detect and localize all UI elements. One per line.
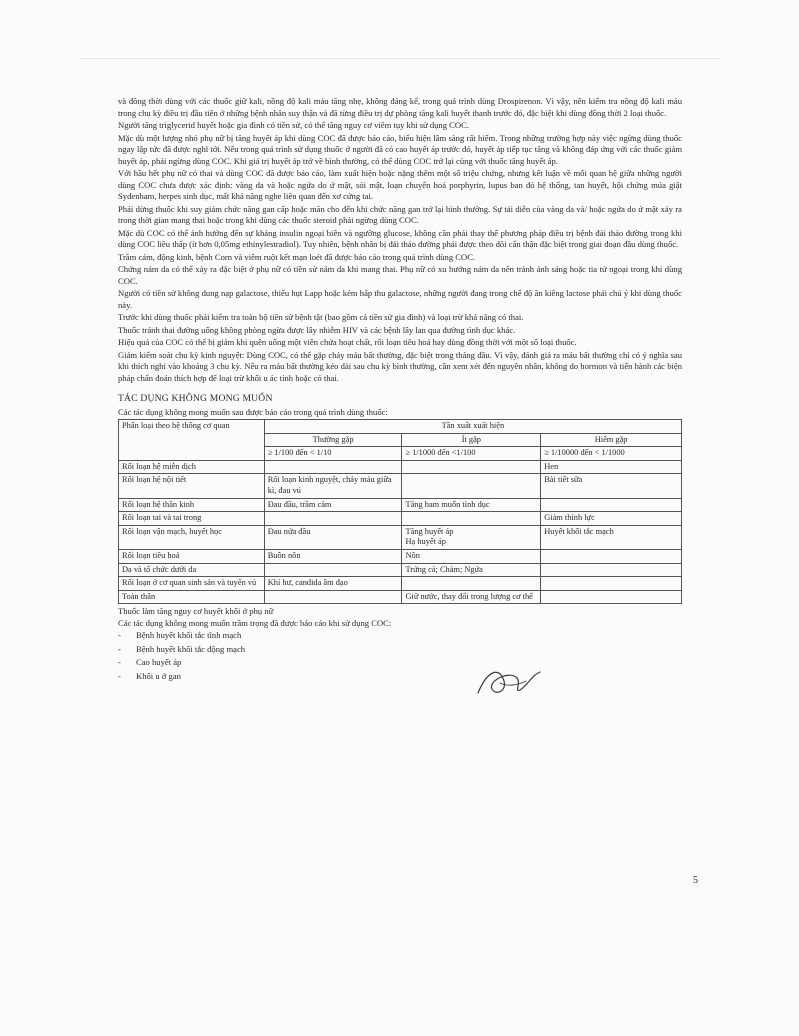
cell-rare — [541, 577, 682, 591]
table-row — [119, 590, 682, 604]
cell-uncommon: Tăng ham muốn tình dục — [402, 498, 541, 512]
cell-rare — [541, 563, 682, 577]
cell-uncommon: Trứng cá; Chàm; Ngứa — [402, 563, 541, 577]
cell-rare: Bài tiết sữa — [541, 474, 682, 498]
paragraph-pregnancy-symptoms: Với hầu hết phụ nữ có thai và dùng COC đã được báo cáo, làm xuất hiện hoặc nặng thêm một số triệu chứng, nhưng kết luận về mối quan hệ giữa những người dùng COC chưa được xác định: vàng da và hoặc ngứa do ứ mật, sỏi mật, loạn chuyển hoá porphyrin, lupus ban đỏ hệ thống, tan huyết, hội chứng múa giật Sydenham, herpes sinh dục, mất khả năng nghe liên quan đến xơ cứng tai. — [118, 168, 682, 201]
bullet-dash: - — [118, 630, 121, 641]
cell-common — [264, 512, 402, 526]
serious-effects-intro: Các tác dụng không mong muốn trầm trọng đã được báo cáo khi sử dụng COC: — [118, 617, 392, 628]
list-item — [118, 657, 682, 669]
table-header-row — [119, 420, 682, 434]
bullet-dash: - — [118, 643, 121, 654]
cell-system: Rối loạn ở cơ quan sinh sản và tuyến vú — [119, 577, 265, 591]
list-item-text: Bệnh huyết khối tắc tĩnh mạch — [136, 630, 242, 641]
cell-system: Rối loạn tiêu hoá — [119, 549, 265, 563]
list-item — [118, 630, 682, 642]
page-number: 5 — [693, 875, 698, 886]
subheader-uncommon: Ít gặp — [402, 433, 541, 447]
list-item — [118, 644, 682, 656]
range-common: ≥ 1/100 đến < 1/10 — [264, 447, 402, 461]
cell-system: Rối loạn hệ miễn dịch — [119, 460, 265, 474]
subheader-common: Thường gặp — [264, 433, 402, 447]
paragraph-cycle-control: Giảm kiểm soát chu kỳ kinh nguyệt: Dùng COC, có thể gặp chảy máu bất thường, đặc biệt trong tháng đầu. Vì vậy, đánh giá ra máu bất thường chỉ có ý nghĩa sau khi thích nghi vào khoảng 3 chu kỳ. Nếu ra máu bất thường kéo dài sau chu kỳ bình thường, cần xem xét đến nguyên nhân, không do hormon và tiến hành các biện pháp chẩn đoán thích hợp để loại trừ khối u ác tính hoặc có thai. — [118, 349, 682, 383]
paragraph-hiv: Thuốc tránh thai đường uống không phòng ngừa được lây nhiễm HIV và các bệnh lây lan qua đường tình dục khác. — [118, 324, 516, 335]
thrombosis-note: Thuốc làm tăng nguy cơ huyết khối ở phụ nữ — [118, 606, 274, 617]
cell-common: Rối loạn kinh nguyệt, chảy máu giữa kì, đau vú — [264, 474, 402, 498]
cell-rare: Hen — [541, 460, 682, 474]
handwritten-signature — [474, 663, 546, 699]
table-row — [119, 563, 682, 577]
list-item — [118, 671, 682, 683]
paragraph-history-check: Trước khi dùng thuốc phải kiểm tra toàn bộ tiền sử bệnh tật (bao gồm cả tiền sử gia đình) và loại trừ khả năng có thai. — [118, 312, 524, 322]
cell-system: Rối loạn hệ thần kinh — [119, 498, 265, 512]
cell-common: Khí hư, candida âm đạo — [264, 577, 402, 591]
range-rare: ≥ 1/10000 đến < 1/1000 — [541, 447, 682, 461]
table-row — [119, 577, 682, 591]
cell-system: Rối loạn hệ nội tiết — [119, 474, 265, 498]
cell-rare — [541, 549, 682, 563]
cell-uncommon — [402, 460, 541, 474]
cell-uncommon — [402, 577, 541, 591]
table-row — [119, 549, 682, 563]
list-item-text: Bệnh huyết khối tắc động mạch — [136, 643, 246, 654]
document-page — [118, 96, 682, 684]
cell-common: Buồn nôn — [264, 549, 402, 563]
cell-system: Rối loạn vận mạch, huyết học — [119, 525, 265, 549]
paragraph-insulin: Mặc dù COC có thể ảnh hưởng đến sự kháng insulin ngoại biên và ngưỡng glucose, không cần phải thay thế phương pháp điều trị bệnh đái tháo đường trong khi dùng COC liều thấp (ít hơn 0,05mg ethinylestradiol). Tuy nhiên, bệnh nhân bị đái tháo đường phải được theo dõi cẩn thận đặc biệt trong giai đoạn đầu dùng thuốc. — [118, 227, 682, 249]
cell-system: Da và tổ chức dưới da — [119, 563, 265, 577]
cell-rare: Huyết khối tắc mạch — [541, 525, 682, 549]
cell-common — [264, 460, 402, 474]
cell-uncommon — [402, 474, 541, 498]
adverse-effects-table — [118, 419, 682, 604]
bullet-dash: - — [118, 670, 121, 681]
header-system: Phân loại theo hệ thống cơ quan — [119, 420, 265, 461]
table-row — [119, 512, 682, 526]
cell-rare — [541, 590, 682, 604]
paragraph-depression: Trầm cảm, động kinh, bệnh Corn và viêm ruột kết mạn loét đã được báo cáo trong quá trình dùng COC. — [118, 251, 476, 262]
cell-common: Đau nửa đầu — [264, 525, 402, 549]
cell-common: Đau đầu, trầm cảm — [264, 498, 402, 512]
table-row — [119, 525, 682, 549]
section-heading: TÁC DỤNG KHÔNG MONG MUỐN — [118, 393, 273, 404]
table-row — [119, 460, 682, 474]
cell-rare: Giảm thính lực — [541, 512, 682, 526]
paragraph-hypertension: Mặc dù một lượng nhỏ phụ nữ bị tăng huyết áp khi dùng COC đã được báo cáo, biểu hiện lâm sàng rất hiếm. Trong những trường hợp này việc ngừng dùng thuốc ngay lập tức đã được nghĩ tới. Nếu trong quá trình sử dụng thuốc ở người đã có cao huyết áp trước đó, huyết áp tiếp tục tăng và không đáp ứng với các thuốc giảm huyết áp, phải ngừng dùng COC. Khi giá trị huyết áp trở về bình thường, có thể dùng COC trở lại cùng với thuốc tăng huyết áp. — [118, 132, 682, 166]
cell-uncommon — [402, 512, 541, 526]
paragraph-triglycerid: Người tăng triglycerid huyết hoặc gia đình có tiền sử, có thể tăng nguy cơ viêm tụy khi sử dụng COC. — [118, 120, 469, 130]
list-item-text: Khối u ở gan — [136, 670, 181, 681]
cell-uncommon: Tăng huyết áp Hạ huyết áp — [402, 525, 541, 549]
header-frequency: Tần xuất xuất hiện — [264, 420, 681, 434]
paragraph-galactose: Người có tiền sử không dung nạp galactose, thiếu hụt Lapp hoặc kém hấp thu galactose, những người đang trong chế độ ăn kiêng lactose phải chú ý khi dùng thuốc này. — [118, 288, 682, 310]
bullet-dash: - — [118, 657, 121, 668]
table-row — [119, 498, 682, 512]
range-uncommon: ≥ 1/1000 đến <1/100 — [402, 447, 541, 461]
section-intro: Các tác dụng không mong muốn sau được báo cáo trong quá trình dùng thuốc: — [118, 406, 388, 417]
cell-common — [264, 563, 402, 577]
paragraph-kali: và đồng thời dùng với các thuốc giữ kali, nồng độ kali máu tăng nhẹ, không đáng kể, trong quá trình dùng Drospirenon. Vì vậy, nên kiểm tra nồng độ kali máu trong chu kỳ điều trị đầu tiên ở những bệnh nhân suy thận và đã từng điều trị dự phòng tăng kali huyết thanh trước đó, đặc biệt khi dùng đồng thời 2 loại thuốc. — [118, 96, 682, 118]
cell-common — [264, 590, 402, 604]
paragraph-chloasma: Chứng nám da có thể xảy ra đặc biệt ở phụ nữ có tiền sử nám da khi mang thai. Phụ nữ có xu hướng nám da nên tránh ánh sáng hoặc tia tử ngoại trong khi dùng COC. — [118, 264, 682, 286]
table-row — [119, 474, 682, 498]
paragraph-liver: Phải dừng thuốc khi suy giảm chức năng gan cấp hoặc mãn cho đến khi chức năng gan trở lại bình thường. Sự tái diễn của vàng da và/ hoặc ngứa do ứ mật xảy ra trong thời gian mang thai hoặc trong khi dùng các thuốc steroid phải ngừng dùng COC. — [118, 203, 682, 225]
subheader-rare: Hiếm gặp — [541, 433, 682, 447]
list-item-text: Cao huyết áp — [136, 657, 182, 668]
cell-system: Toàn thân — [119, 590, 265, 604]
paragraph-efficacy: Hiệu quả của COC có thể bị giảm khi quên uống một viên chứa hoạt chất, rối loạn tiêu hoá hay dùng đồng thời với một số loại thuốc. — [118, 337, 577, 347]
cell-uncommon: Nôn — [402, 549, 541, 563]
cell-uncommon: Giữ nước, thay đổi trong lượng cơ thể — [402, 590, 541, 604]
cell-rare — [541, 498, 682, 512]
scan-edge-line — [80, 58, 720, 59]
cell-system: Rối loạn tai và tai trong — [119, 512, 265, 526]
